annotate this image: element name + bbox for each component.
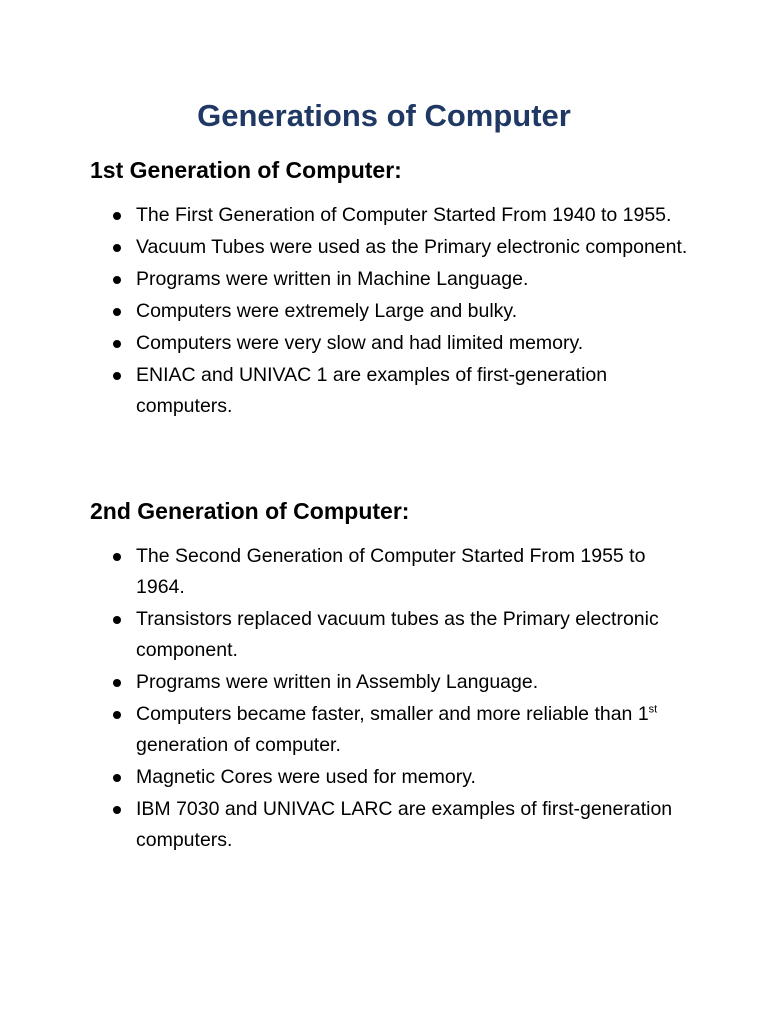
list-item	[108, 604, 698, 666]
bullet-icon	[113, 679, 121, 687]
list-item-text: Magnetic Cores were used for memory.	[136, 766, 476, 788]
list-item-text: Computers were extremely Large and bulky.	[136, 300, 518, 322]
list-item	[108, 264, 698, 295]
list-item	[108, 699, 698, 761]
bullet-icon	[113, 711, 121, 719]
ordinal-suffix: st	[648, 703, 658, 716]
list-item-text-part: generation of computer.	[136, 734, 341, 756]
list-item-text-part: Computers became faster, smaller and more reliable than 1	[136, 703, 649, 725]
list-item-text: The Second Generation of Computer Started From 1955 to 1964.	[136, 545, 646, 598]
bullet-icon	[113, 553, 121, 561]
list-item-text: Transistors replaced vacuum tubes as the Primary electronic component.	[136, 608, 659, 661]
bullet-icon	[113, 276, 121, 284]
list-item-text: IBM 7030 and UNIVAC LARC are examples of first-generation computers.	[136, 798, 673, 851]
bullet-icon	[113, 244, 121, 252]
bullet-icon	[113, 616, 121, 624]
first-generation-list	[108, 200, 698, 423]
second-generation-list	[108, 541, 698, 857]
list-item-text: Vacuum Tubes were used as the Primary electronic component.	[136, 236, 688, 258]
list-item	[108, 200, 698, 231]
list-item-text: Programs were written in Assembly Language.	[136, 671, 539, 693]
bullet-icon	[113, 340, 121, 348]
list-item-text: The First Generation of Computer Started From 1940 to 1955.	[136, 204, 672, 226]
list-item	[108, 296, 698, 327]
bullet-icon	[113, 372, 121, 380]
list-item	[108, 541, 698, 603]
bullet-icon	[113, 774, 121, 782]
list-item	[108, 762, 698, 793]
list-item	[108, 360, 698, 422]
list-item	[108, 232, 698, 263]
list-item-text	[136, 703, 657, 756]
list-item-text: Computers were very slow and had limited memory.	[136, 332, 584, 354]
bullet-icon	[113, 212, 121, 220]
section-heading-first-generation: 1st Generation of Computer:	[90, 157, 402, 183]
list-item-text: ENIAC and UNIVAC 1 are examples of first-generation computers.	[136, 364, 608, 417]
section-heading-second-generation: 2nd Generation of Computer:	[90, 498, 410, 524]
bullet-icon	[113, 806, 121, 814]
list-item-text: Programs were written in Machine Language.	[136, 268, 529, 290]
list-item	[108, 794, 698, 856]
bullet-icon	[113, 308, 121, 316]
document-title: Generations of Computer	[197, 98, 571, 133]
list-item	[108, 328, 698, 359]
list-item	[108, 667, 698, 698]
